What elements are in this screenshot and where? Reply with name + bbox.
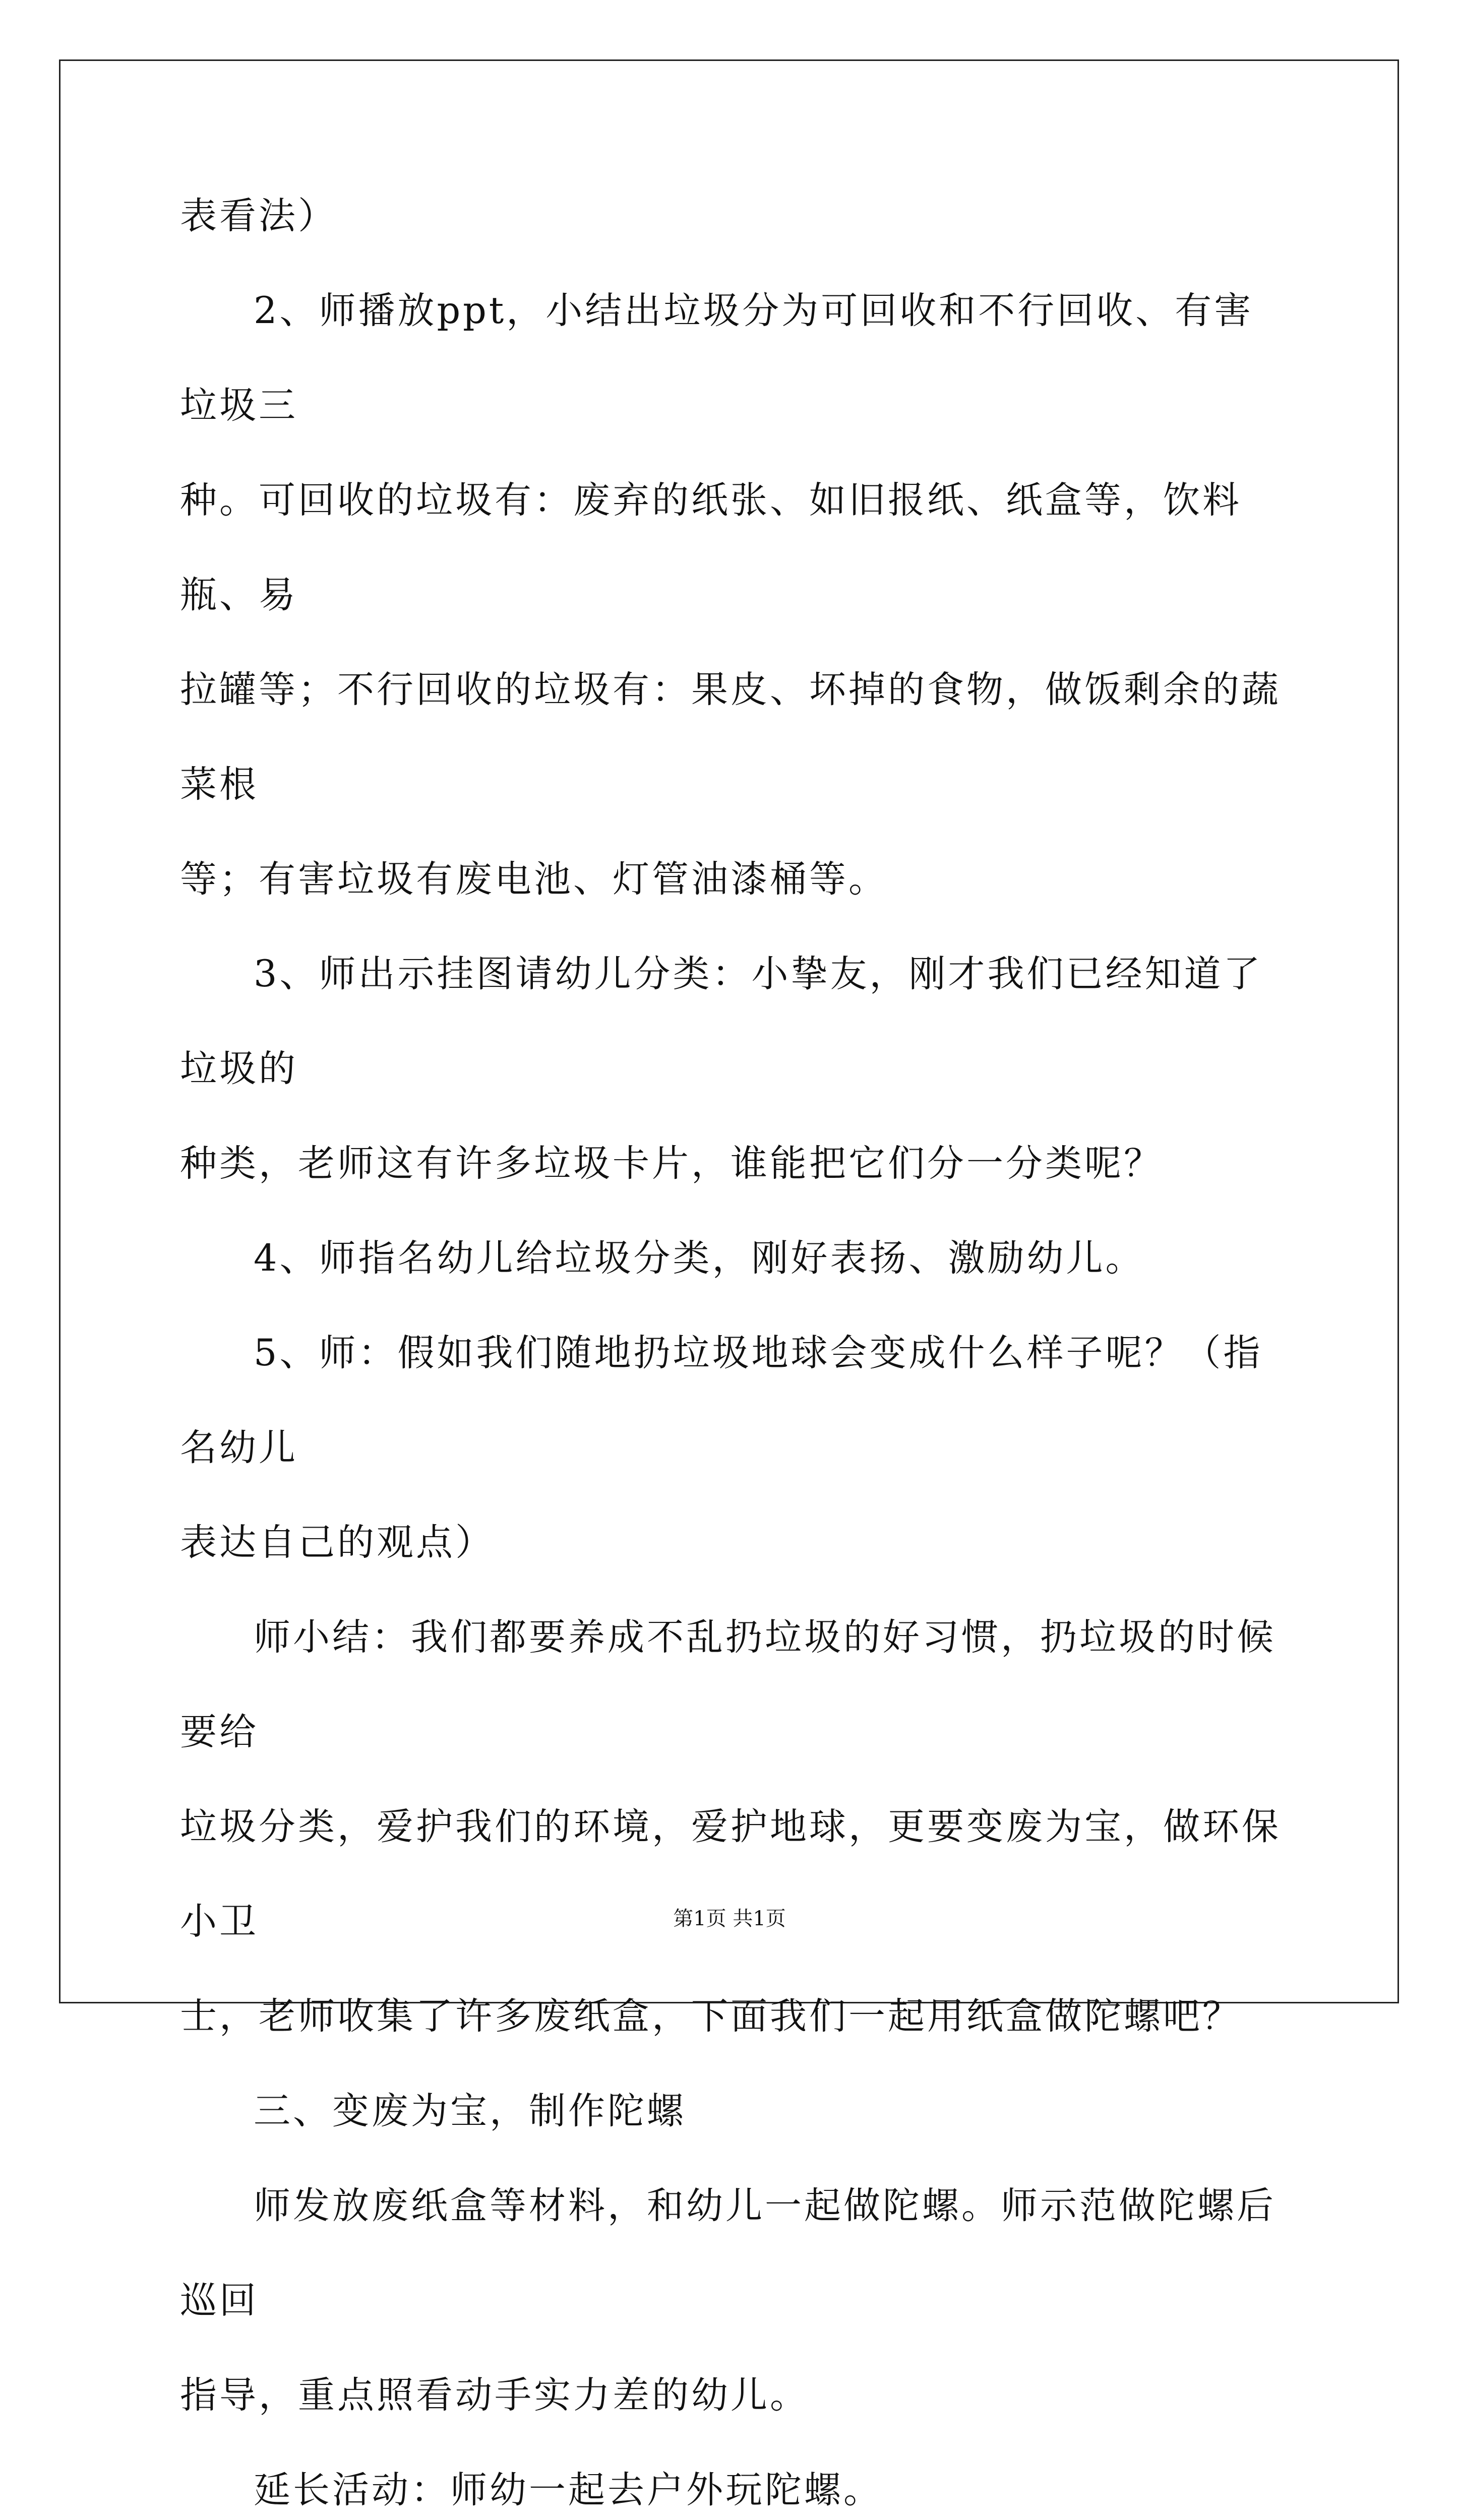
text-line: 垃圾分类，爱护我们的环境，爱护地球，更要变废为宝，做环保小卫	[180, 1805, 1281, 1943]
text-line: 4、师指名幼儿给垃圾分类，刚好表扬、激励幼儿。	[254, 1237, 1145, 1280]
text-line: 5、师：假如我们随地扔垃圾地球会变成什么样子呢？（指名幼儿	[180, 1332, 1263, 1469]
text-line: 指导，重点照看动手实力差的幼儿。	[180, 2374, 809, 2417]
page-number: 第1页 共1页	[673, 1907, 786, 1930]
text-line: 种类，老师这有许多垃圾卡片，谁能把它们分一分类呢？	[180, 1142, 1163, 1185]
text-line: 种。可回收的垃圾有：废弃的纸张、如旧报纸、纸盒等，饮料瓶、易	[180, 479, 1242, 616]
text-line: 士，老师收集了许多废纸盒，下面我们一起用纸盒做陀螺吧？	[180, 1995, 1242, 2038]
text-line: 延长活动：师幼一起去户外玩陀螺。	[254, 2469, 883, 2511]
text-line: 拉罐等；不行回收的垃圾有：果皮、坏掉的食物，做饭剩余的蔬菜根	[180, 668, 1281, 806]
text-line: 等；有害垃圾有废电池、灯管油漆桶等。	[180, 858, 888, 901]
document-body	[180, 169, 1289, 2520]
text-line: 表看法）	[180, 195, 337, 237]
text-line: 3、师出示挂图请幼儿分类：小挚友，刚才我们已经知道了垃圾的	[180, 953, 1263, 1090]
text-line: 师小结：我们都要养成不乱扔垃圾的好习惯，扔垃圾的时候要给	[180, 1616, 1276, 1753]
text-line: 师发放废纸盒等材料，和幼儿一起做陀螺。师示范做陀螺后巡回	[180, 2184, 1276, 2322]
text-line: 表达自己的观点）	[180, 1521, 495, 1564]
section-heading: 三、变废为宝，制作陀螺	[254, 2090, 686, 2132]
text-line: 2、师播放ppt，小结出垃圾分为可回收和不行回收、有害垃圾三	[180, 289, 1254, 427]
